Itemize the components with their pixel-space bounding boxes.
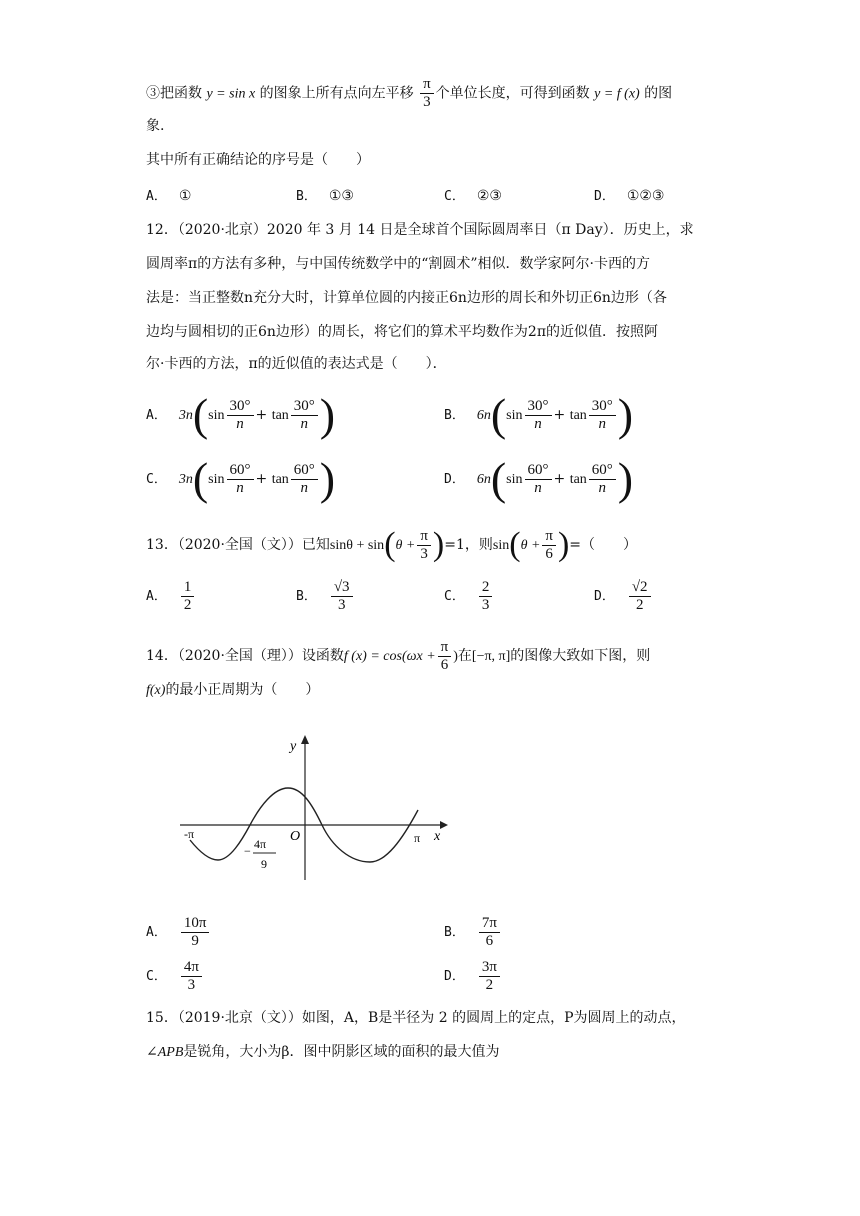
q12-line-4: 边均与圆相切的正6n边形）的周长，将它们的算术平均数作为2π的近似值．按照阿 bbox=[146, 324, 659, 340]
q12-option-c[interactable]: C． 3n(sin $\frac{60^\circ}{n}$ + tan $\frac{60^\circ}{n}$ ) bbox=[146, 453, 336, 504]
q14-option-a[interactable]: A． $\frac{10\pi}{9}$ bbox=[146, 912, 211, 953]
q12-option-d[interactable]: D． 6n(sin $\frac{60^\circ}{n}$ + tan $\frac{60^\circ}{n}$ ) bbox=[444, 453, 634, 504]
neg-pi-label: -π bbox=[184, 827, 195, 841]
q14-option-d[interactable]: D． $\frac{3\pi}{2}$ bbox=[444, 956, 502, 997]
q11-option-a[interactable]: A． ① bbox=[146, 188, 192, 204]
tick-num: 4π bbox=[254, 837, 267, 851]
q12-line-5: 尔·卡西的方法，π的近似值的表达式是（ ）． bbox=[146, 356, 447, 372]
q11-item3-cont: 象. bbox=[146, 118, 165, 134]
tick-den: 9 bbox=[261, 857, 267, 871]
q13-option-a[interactable]: A． $\frac{1}{2}$ bbox=[146, 576, 196, 617]
q11-shift-fraction: $\frac{\pi}{3}$ bbox=[420, 76, 434, 111]
q13-option-d[interactable]: D． $\frac{√2}{2}$ bbox=[594, 576, 653, 617]
q11-prompt: 其中所有正确结论的序号是（ ） bbox=[146, 152, 370, 168]
q11-option-b[interactable]: B． ①③ bbox=[296, 188, 354, 204]
tick-sign: − bbox=[244, 844, 251, 858]
q14-option-c[interactable]: C． $\frac{4\pi}{3}$ bbox=[146, 956, 204, 997]
q11-item3-end: 的图 bbox=[639, 85, 673, 102]
q13-pre: 13．（2020·全国（文））已知 bbox=[146, 537, 330, 553]
q14-stem-line-1: 14．（2020·全国（理））设函数f (x) = cos(ωx + $\frac{\pi}{6}$ )在[−π, π]的图像大致如下图，则 bbox=[146, 638, 651, 673]
pi-label: π bbox=[414, 831, 421, 845]
q12-line-3: 法是：当正整数n充分大时，计算单位圆的内接正6n边形的周长和外切正6n边形（各 bbox=[146, 290, 667, 306]
q11-item3-mid: 的图象上所有点向左平移 bbox=[255, 85, 414, 102]
cosine-graph bbox=[170, 730, 460, 880]
q13-stem: 13．（2020·全国（文））已知sinθ + sin(θ + $\frac{\pi}{3}$ )=1，则sin(θ + $\frac{\pi}{6}$ )=（ ） bbox=[146, 526, 638, 563]
q14-option-b[interactable]: B． $\frac{7\pi}{6}$ bbox=[444, 912, 502, 953]
q11-item3-pre: ③把函数 bbox=[146, 85, 207, 102]
y-label: y bbox=[290, 739, 297, 754]
q11-item3-line bbox=[146, 76, 672, 111]
q12-option-b[interactable]: B． 6n(sin $\frac{30^\circ}{n}$ + tan $\frac{30^\circ}{n}$ ) bbox=[444, 389, 634, 440]
q11-option-d[interactable]: D． ①②③ bbox=[594, 188, 665, 204]
origin-label: O bbox=[290, 829, 301, 844]
q11-option-c[interactable]: C． ②③ bbox=[444, 188, 502, 204]
q15-line-2: ∠APB是锐角，大小为β．图中阴影区域的面积的最大值为 bbox=[146, 1044, 500, 1060]
q12-line-2: 圆周率π的方法有多种，与中国传统数学中的“割圆术”相似．数学家阿尔·卡西的方 bbox=[146, 256, 650, 272]
x-label: x bbox=[434, 829, 441, 844]
q11-fx: y = f (x) bbox=[594, 86, 640, 102]
q11-item3-post: 个单位长度，可得到函数 bbox=[435, 85, 595, 102]
y-axis-arrow bbox=[301, 735, 309, 744]
q15-line-1: 15．（2019·北京（文））如图，A，B是半径为 2 的圆周上的定点，P为圆周上的动点， bbox=[146, 1010, 686, 1026]
q12-option-a[interactable]: A． 3n(sin $\frac{30^\circ}{n}$ + tan $\frac{30^\circ}{n}$ ) bbox=[146, 389, 336, 440]
q12-line-1: 12．（2020·北京）2020 年 3 月 14 日是全球首个国际圆周率日（π Day）．历史上，求 bbox=[146, 222, 694, 238]
q13-option-b[interactable]: B． $\frac{√3}{3}$ bbox=[296, 576, 355, 617]
q13-option-c[interactable]: C． $\frac{2}{3}$ bbox=[444, 576, 494, 617]
q11-sinx: y = sin x bbox=[206, 86, 256, 102]
q14-stem-line-2: f(x)的最小正周期为（ ） bbox=[146, 682, 320, 698]
x-axis-arrow bbox=[440, 821, 448, 829]
